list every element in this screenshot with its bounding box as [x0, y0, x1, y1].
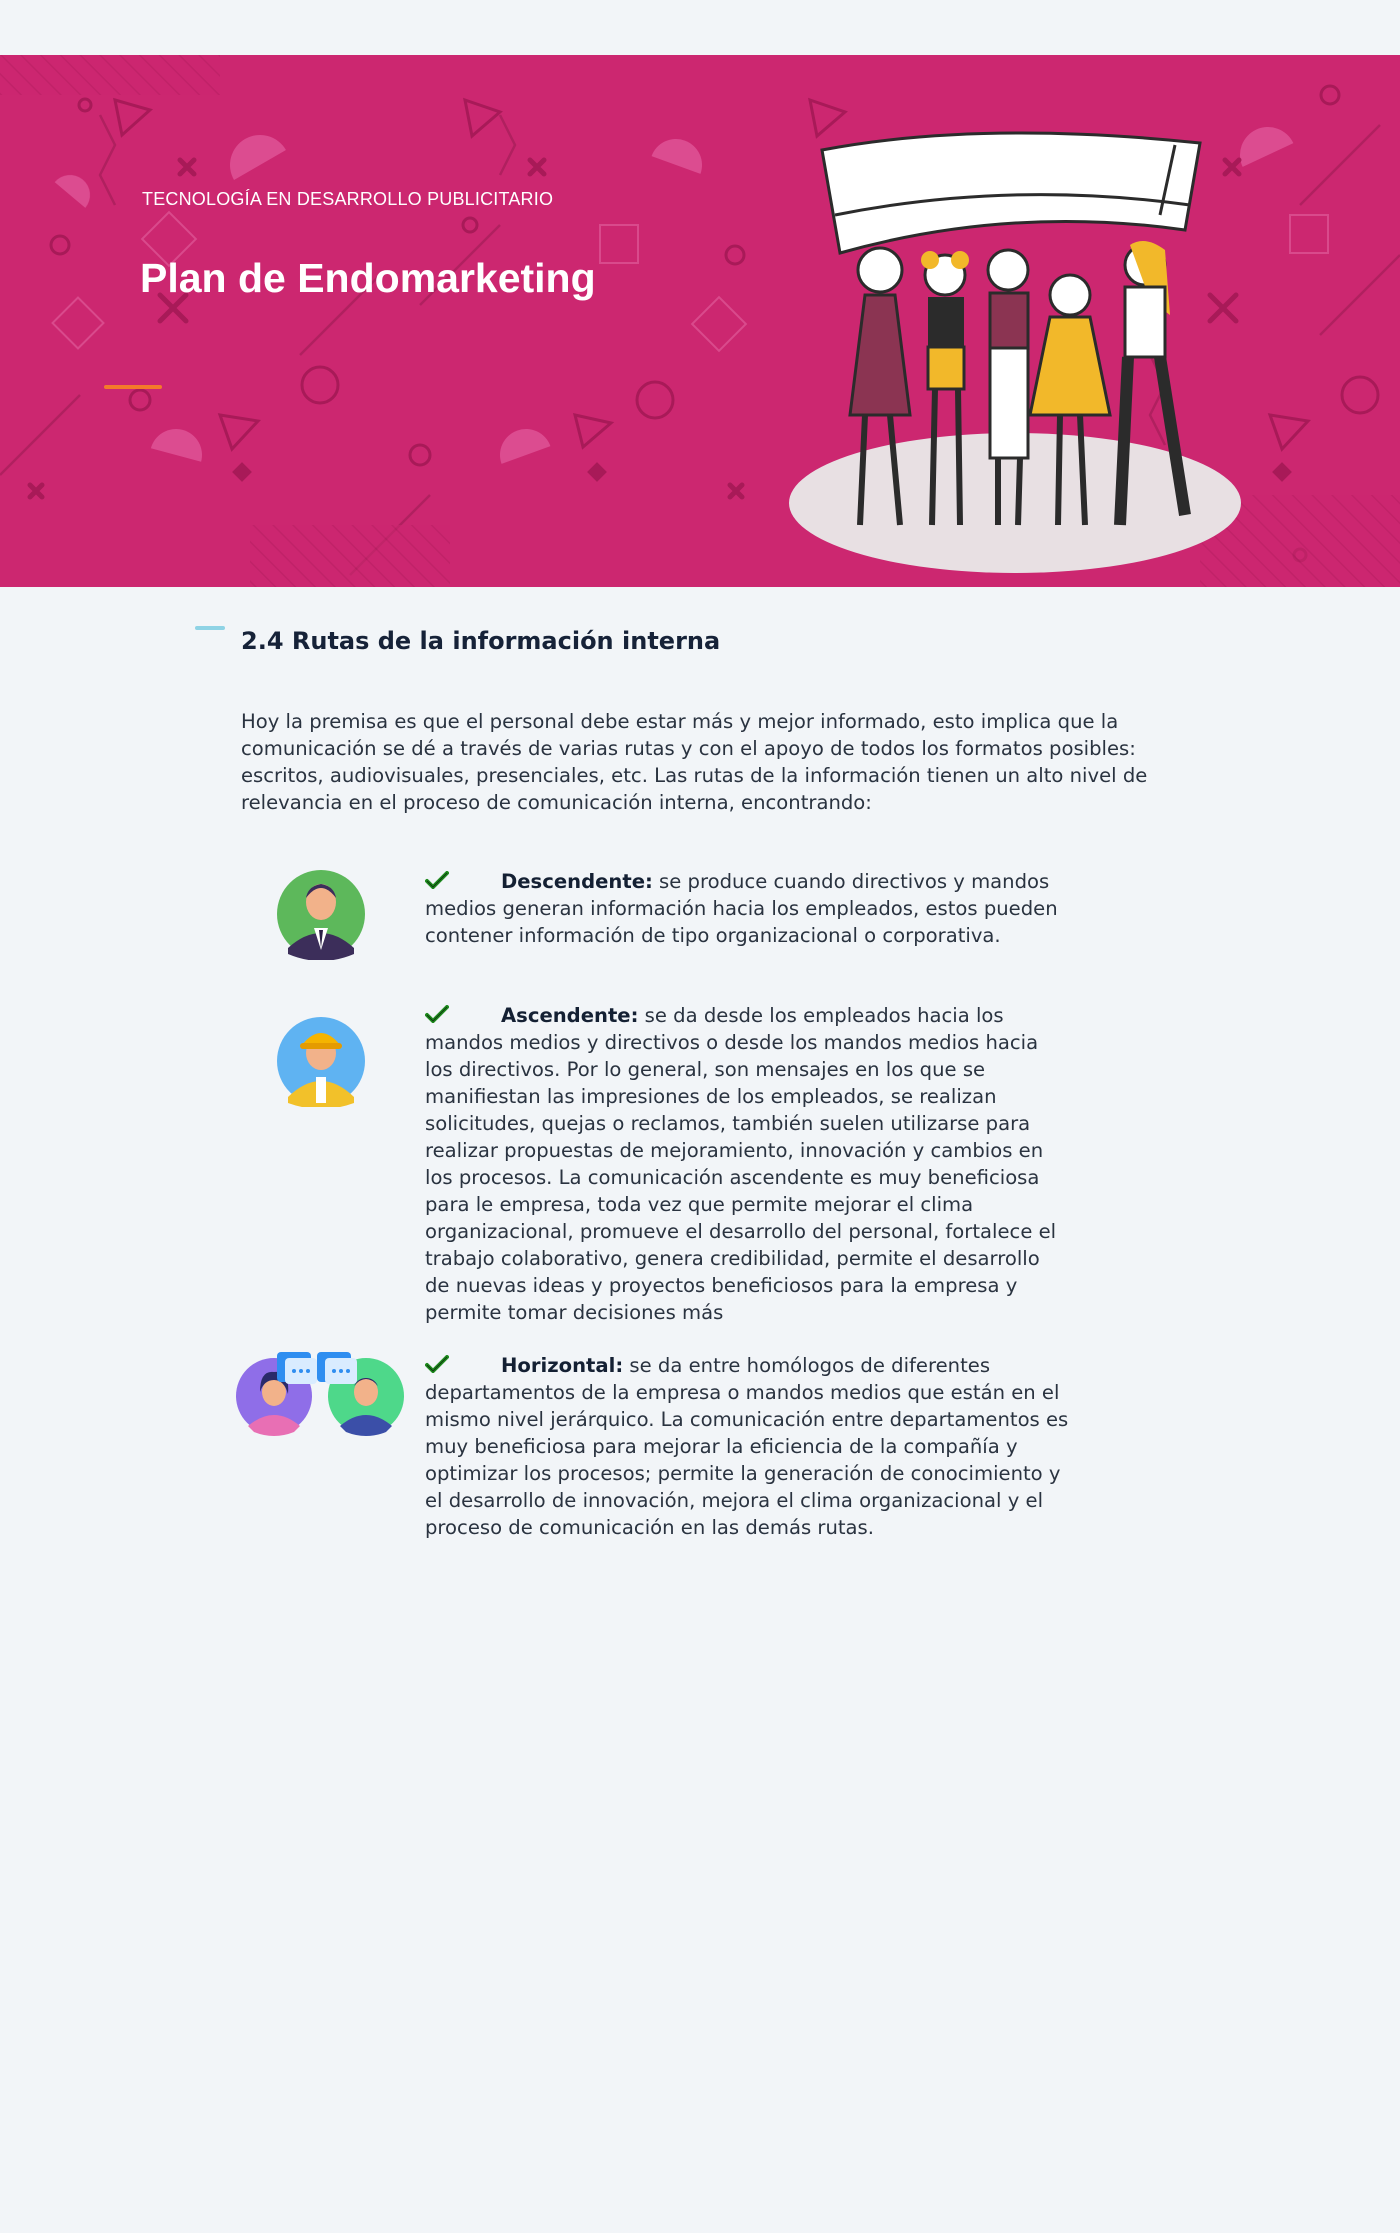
- route-description: se da entre homólogos de diferentes departamentos de la empresa o mandos medios que están en el mismo nivel jerárquico. La comunicación entre departamentos es muy beneficiosa para mejorar la eficiencia de la compañía y optimizar los procesos; permite la generación de conocimiento y el desarrollo de innovación, mejora el clima organizacional y el proceso de comunicación en las demás rutas.: [425, 1354, 1069, 1539]
- route-description: se produce cuando directivos y mandos medios generan información hacia los empleados, estos pueden contener información de tipo organizacional o corporativa.: [425, 870, 1058, 947]
- hero-banner: [0, 55, 1400, 587]
- route-description: se da desde los empleados hacia los mandos medios y directivos o desde los mandos medios hacia los directivos. Por lo general, son mensajes en los que se manifiestan las impresiones de los empleados, se realizan solicitudes, quejas o reclamos, también suelen utilizarse para realizar propuestas de mejoramiento, innovación y cambios en los procesos. La comunicación ascendente es muy beneficiosa para le empresa, toda vez que permite mejorar el clima organizacional, promueve el desarrollo del personal, fortalece el trabajo colaborativo, genera credibilidad, permite el desarrollo de nuevas ideas y proyectos beneficiosos para la empresa y permite tomar decisiones más: [425, 1004, 1057, 1324]
- title-underline: [104, 385, 162, 389]
- two-people-chat-icon: [234, 1352, 406, 1436]
- section-title: 2.4 Rutas de la información interna: [241, 627, 721, 655]
- checkmark-icon: [425, 1005, 449, 1023]
- route-label: Descendente:: [501, 870, 653, 893]
- section-dash: [195, 626, 225, 630]
- intro-paragraph: Hoy la premisa es que el personal debe estar más y mejor informado, esto implica que la comunicación se dé a través de varias rutas y con el apoyo de todos los formatos posibles: escritos, audiovisuales, presenciales, etc. Las rutas de la información tienen un alto nivel de relevancia en el proceso de comunicación interna, encontrando:: [241, 710, 1148, 814]
- checkmark-icon: [425, 871, 449, 889]
- route-text-horizontal: [425, 1352, 1070, 1541]
- route-label: Horizontal:: [501, 1354, 624, 1377]
- checkmark-icon: [425, 1355, 449, 1373]
- worker-hardhat-avatar-icon: [276, 1015, 366, 1107]
- banner-subtitle: TECNOLOGÍA EN DESARROLLO PUBLICITARIO: [142, 189, 554, 209]
- page-title: Plan de Endomarketing: [140, 255, 596, 301]
- route-label: Ascendente:: [501, 1004, 639, 1027]
- route-text-descendente: [425, 868, 1070, 949]
- group-of-people-holding-banner-illustration: [780, 85, 1250, 580]
- route-text-ascendente: [425, 1002, 1070, 1326]
- businessman-avatar-icon: [276, 868, 366, 960]
